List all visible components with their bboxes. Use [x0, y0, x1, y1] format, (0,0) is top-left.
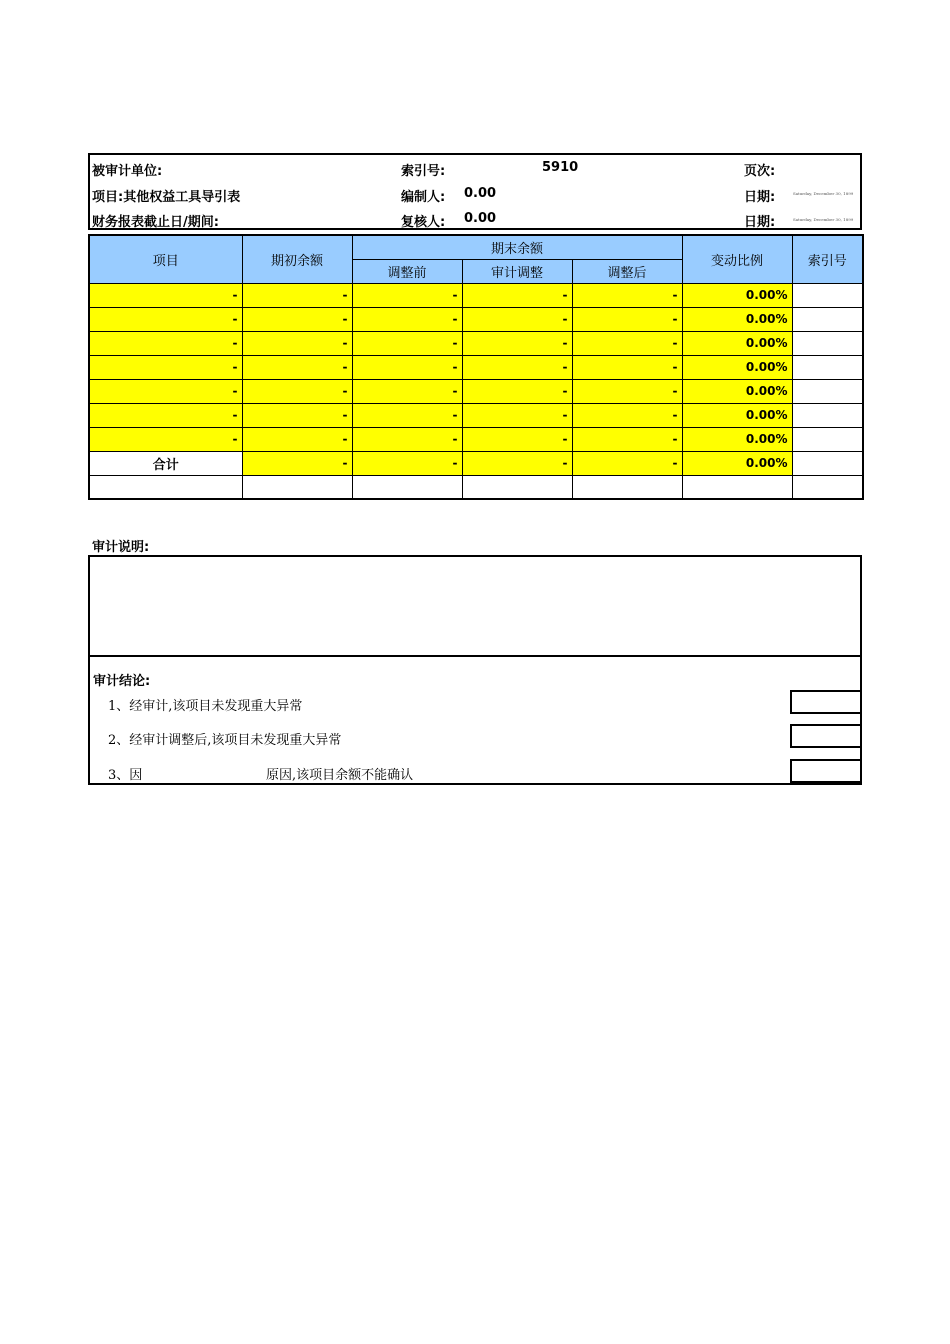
table-row: [89, 283, 863, 307]
row-opening[interactable]: -: [242, 355, 352, 379]
row-adjust[interactable]: -: [462, 331, 572, 355]
row-index-cell[interactable]: [792, 427, 863, 451]
table-row: [89, 427, 863, 451]
conclusion-1-checkbox[interactable]: [790, 690, 862, 714]
row-item[interactable]: -: [89, 379, 242, 403]
col-header-index: 索引号: [792, 235, 863, 283]
row-adjust[interactable]: -: [462, 283, 572, 307]
total-label: 合计: [89, 451, 242, 475]
row-before[interactable]: -: [352, 331, 462, 355]
conclusion-option-1: 1、经审计,该项目未发现重大异常: [108, 699, 303, 714]
preparer-value: 0.00: [464, 186, 497, 201]
row-adjust[interactable]: -: [462, 403, 572, 427]
period-label: 财务报表截止日/期间:: [92, 215, 219, 230]
row-index-cell[interactable]: [792, 355, 863, 379]
conclusion-option-3-prefix: 3、因: [108, 768, 143, 783]
audited-unit-label: 被审计单位:: [92, 164, 163, 179]
row-index-cell[interactable]: [792, 283, 863, 307]
conclusion-label: 审计结论:: [93, 674, 151, 689]
row-adjust[interactable]: -: [462, 307, 572, 331]
conclusion-2-checkbox[interactable]: [790, 724, 862, 748]
preparer-label: 编制人:: [401, 190, 446, 205]
row-before[interactable]: -: [352, 283, 462, 307]
lead-schedule-table: [88, 234, 864, 500]
blank-cell[interactable]: [89, 475, 242, 499]
row-adjust[interactable]: -: [462, 427, 572, 451]
row-change[interactable]: 0.00%: [682, 355, 792, 379]
date-value-1: Saturday, December 30, 1899: [793, 191, 854, 196]
row-opening[interactable]: -: [242, 307, 352, 331]
table-row: [89, 331, 863, 355]
project-label: 项目:其他权益工具导引表: [92, 190, 241, 205]
row-before[interactable]: -: [352, 307, 462, 331]
row-opening[interactable]: -: [242, 427, 352, 451]
row-item[interactable]: -: [89, 283, 242, 307]
row-after[interactable]: -: [572, 355, 682, 379]
row-after[interactable]: -: [572, 379, 682, 403]
total-row: [89, 451, 863, 475]
table-body: [89, 283, 863, 451]
row-opening[interactable]: -: [242, 403, 352, 427]
row-item[interactable]: -: [89, 331, 242, 355]
row-before[interactable]: -: [352, 427, 462, 451]
row-index-cell[interactable]: [792, 331, 863, 355]
col-header-adjust: 审计调整: [462, 259, 572, 283]
row-after[interactable]: -: [572, 427, 682, 451]
blank-cell[interactable]: [572, 475, 682, 499]
table-row: [89, 403, 863, 427]
row-item[interactable]: -: [89, 403, 242, 427]
row-item[interactable]: -: [89, 355, 242, 379]
row-index-cell[interactable]: [792, 307, 863, 331]
row-adjust[interactable]: -: [462, 379, 572, 403]
total-adjust[interactable]: -: [462, 451, 572, 475]
total-change[interactable]: 0.00%: [682, 451, 792, 475]
col-header-after: 调整后: [572, 259, 682, 283]
conclusion-option-2: 2、经审计调整后,该项目未发现重大异常: [108, 733, 342, 748]
row-change[interactable]: 0.00%: [682, 427, 792, 451]
col-header-closing-group: 期末余额: [352, 235, 682, 259]
table-row: [89, 379, 863, 403]
total-index-cell[interactable]: [792, 451, 863, 475]
conclusion-option-3-suffix: 原因,该项目余额不能确认: [266, 768, 414, 783]
row-opening[interactable]: -: [242, 331, 352, 355]
page-label: 页次:: [744, 164, 776, 179]
row-change[interactable]: 0.00%: [682, 379, 792, 403]
date-label-1: 日期:: [744, 190, 776, 205]
conclusion-3-checkbox[interactable]: [790, 759, 862, 783]
row-index-cell[interactable]: [792, 379, 863, 403]
row-change[interactable]: 0.00%: [682, 283, 792, 307]
row-before[interactable]: -: [352, 355, 462, 379]
header-info-block: [88, 153, 862, 230]
blank-cell[interactable]: [792, 475, 863, 499]
row-item[interactable]: -: [89, 307, 242, 331]
col-header-before: 调整前: [352, 259, 462, 283]
date-label-2: 日期:: [744, 215, 776, 230]
total-opening[interactable]: -: [242, 451, 352, 475]
col-header-opening: 期初余额: [242, 235, 352, 283]
blank-cell[interactable]: [242, 475, 352, 499]
row-after[interactable]: -: [572, 331, 682, 355]
blank-cell[interactable]: [462, 475, 572, 499]
row-after[interactable]: -: [572, 403, 682, 427]
blank-row: [89, 475, 863, 499]
blank-cell[interactable]: [352, 475, 462, 499]
table-row: [89, 307, 863, 331]
col-header-change: 变动比例: [682, 235, 792, 283]
row-after[interactable]: -: [572, 307, 682, 331]
audit-notes-area[interactable]: [90, 557, 860, 655]
audit-notes-label: 审计说明:: [92, 540, 150, 555]
row-change[interactable]: 0.00%: [682, 403, 792, 427]
blank-cell[interactable]: [682, 475, 792, 499]
row-change[interactable]: 0.00%: [682, 331, 792, 355]
reviewer-label: 复核人:: [401, 215, 446, 230]
row-before[interactable]: -: [352, 379, 462, 403]
row-before[interactable]: -: [352, 403, 462, 427]
row-item[interactable]: -: [89, 427, 242, 451]
index-no-value: 5910: [542, 160, 579, 175]
row-opening[interactable]: -: [242, 283, 352, 307]
workpaper-sheet: [88, 153, 862, 500]
table-row: [89, 355, 863, 379]
row-index-cell[interactable]: [792, 403, 863, 427]
index-no-label: 索引号:: [401, 164, 446, 179]
reviewer-value: 0.00: [464, 211, 497, 226]
date-value-2: Saturday, December 30, 1899: [793, 217, 854, 222]
audit-notes-box: [88, 555, 862, 785]
total-before[interactable]: -: [352, 451, 462, 475]
row-change[interactable]: 0.00%: [682, 307, 792, 331]
row-adjust[interactable]: -: [462, 355, 572, 379]
total-after[interactable]: -: [572, 451, 682, 475]
row-opening[interactable]: -: [242, 379, 352, 403]
col-header-item: 项目: [89, 235, 242, 283]
notes-divider: [90, 655, 860, 657]
row-after[interactable]: -: [572, 283, 682, 307]
